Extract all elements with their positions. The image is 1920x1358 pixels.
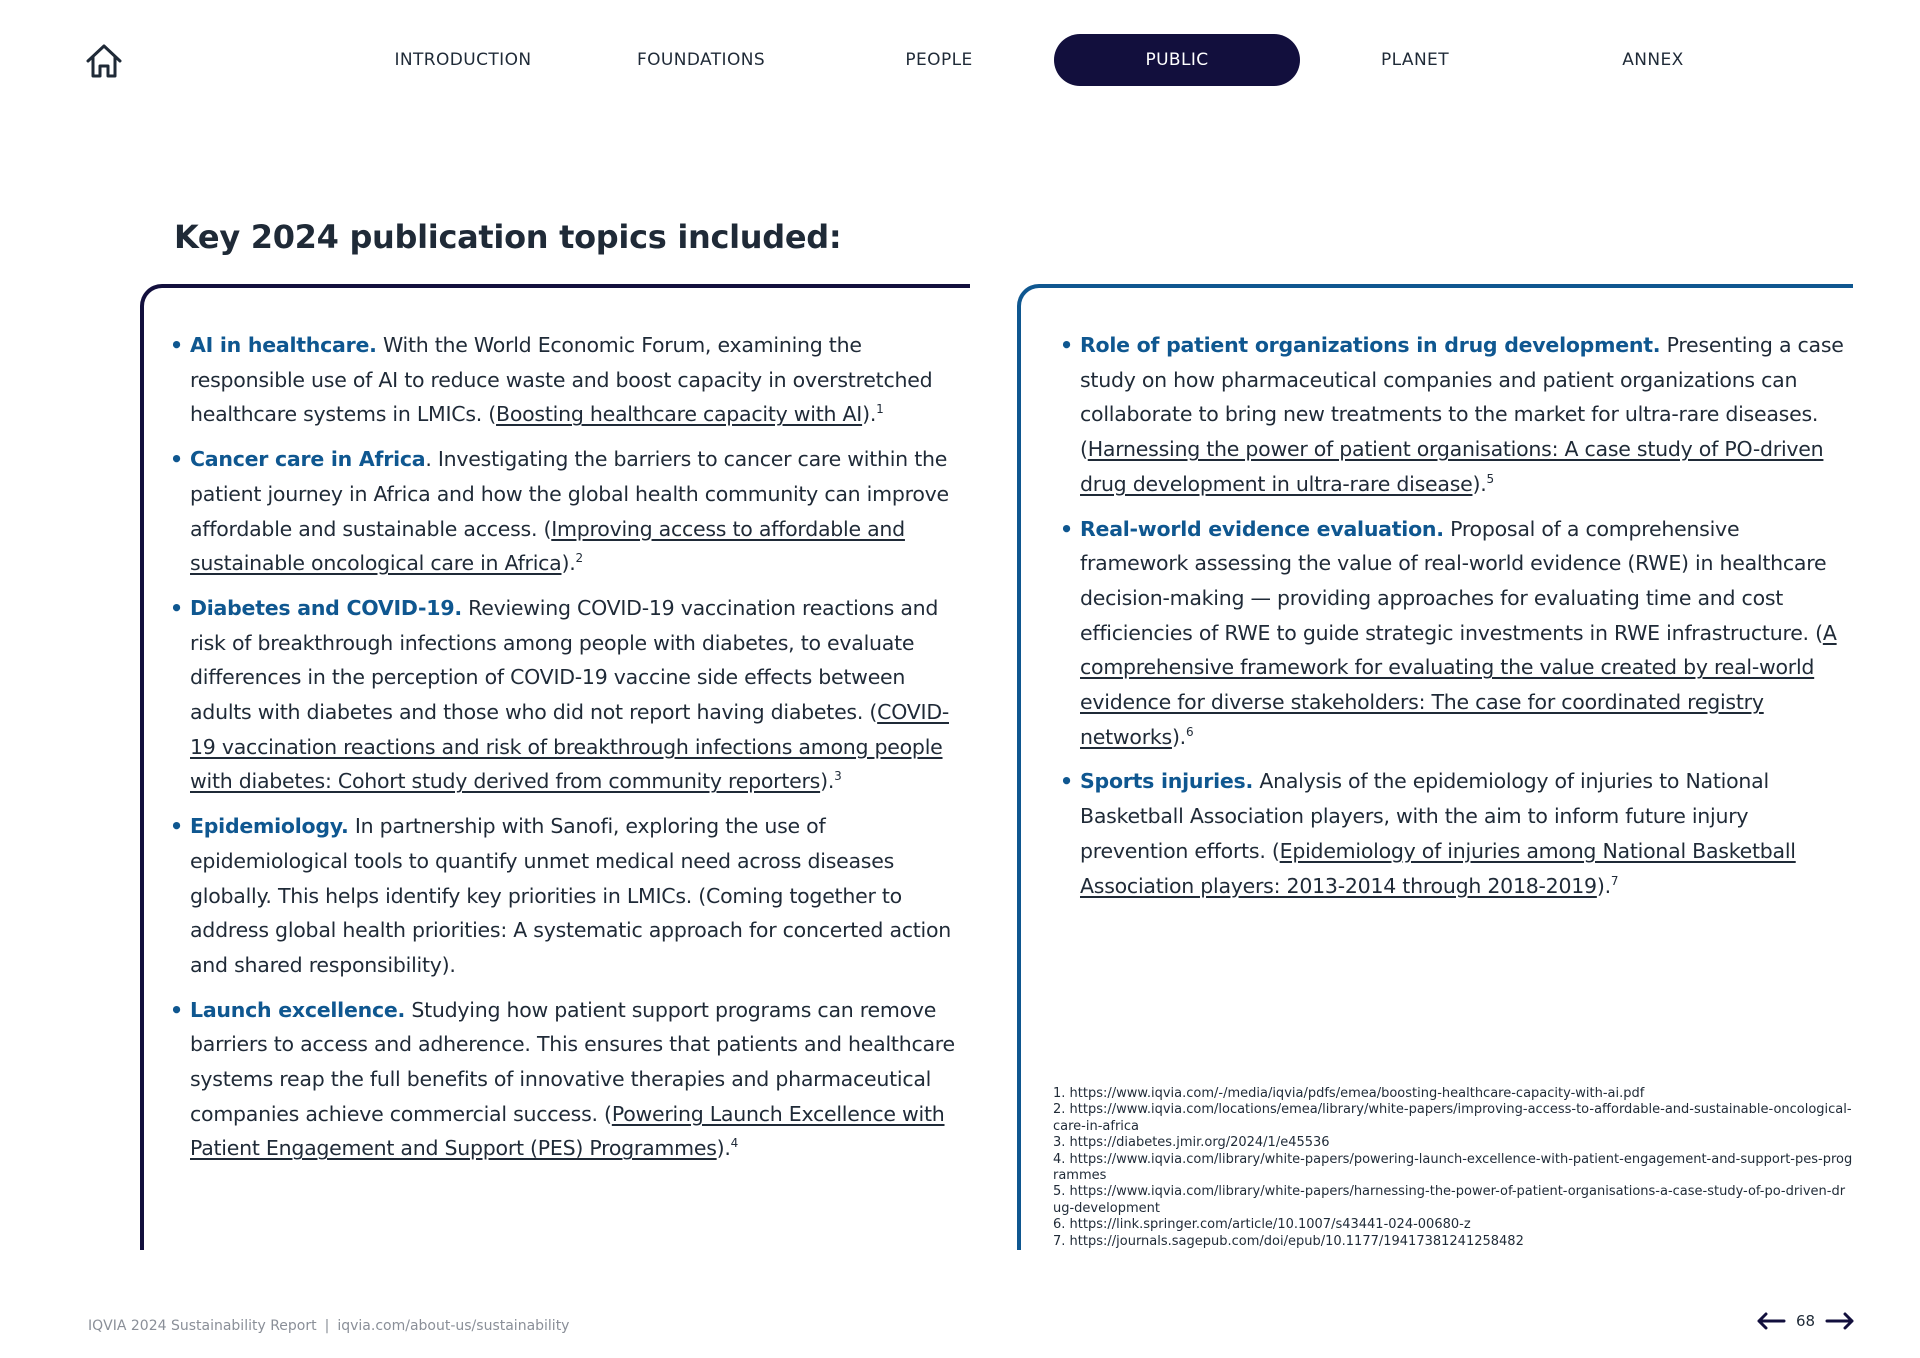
topic-body: With the World Economic Forum, examining the responsible use of AI to reduce waste and boost capacity in overstretched healthcare systems in LMICs. ( bbox=[190, 333, 933, 427]
topic-link[interactable]: COVID-19 vaccination reactions and risk of breakthrough infections among people with diabetes: Cohort study derived from community reporters bbox=[190, 700, 949, 794]
topic-item bbox=[1060, 764, 1850, 903]
topic-item bbox=[170, 809, 970, 983]
topic-body: In partnership with Sanofi, exploring the use of epidemiological tools to quantify unmet medical need across diseases globally. This helps identify key priorities in LMICs. (Coming together to address global health priorities: A systematic approach for concerted action and shared responsibility). bbox=[190, 814, 952, 977]
topic-link[interactable]: Harnessing the power of patient organisations: A case study of PO-driven drug development in ultra-rare disease bbox=[1080, 437, 1824, 496]
topic-item bbox=[170, 591, 970, 799]
topic-body: Reviewing COVID-19 vaccination reactions and risk of breakthrough infections among people with diabetes, to evaluate differences in the perception of COVID-19 vaccine side effects between adults with diabetes and those who did not report having diabetes. ( bbox=[190, 595, 939, 725]
nav-tab-introduction[interactable]: INTRODUCTION bbox=[394, 50, 532, 70]
nav-tab-planet[interactable]: PLANET bbox=[1381, 50, 1449, 70]
footnote-list bbox=[1053, 1086, 1853, 1250]
footnote-item[interactable]: 5. https://www.iqvia.com/library/white-papers/harnessing-the-power-of-patient-organisations-a-case-study-of-po-driven-drug-development bbox=[1053, 1184, 1846, 1216]
topic-title: AI in healthcare. bbox=[190, 333, 377, 357]
nav-tab-public[interactable]: PUBLIC bbox=[1054, 34, 1300, 86]
topic-tail: ). bbox=[820, 769, 835, 794]
topic-item bbox=[170, 993, 970, 1167]
topic-link[interactable]: Improving access to affordable and sustainable oncological care in Africa bbox=[190, 516, 905, 576]
footnote-ref: 6 bbox=[1185, 724, 1194, 739]
topic-tail: ). bbox=[1472, 471, 1487, 496]
footnote-item[interactable]: 7. https://journals.sagepub.com/doi/epub/10.1177/19417381241258482 bbox=[1053, 1233, 1524, 1249]
topic-tail: ). bbox=[1171, 724, 1186, 749]
topic-body: Presenting a case study on how pharmaceutical companies and patient organizations can collaborate to bring new treatments to the market for ultra-rare diseases. ( bbox=[1080, 333, 1844, 462]
footnote-ref: 2 bbox=[575, 551, 583, 566]
topic-item bbox=[1060, 512, 1850, 755]
topic-title: Diabetes and COVID-19. bbox=[190, 595, 462, 620]
arrow-left-icon[interactable] bbox=[1756, 1312, 1786, 1330]
footer-url[interactable]: iqvia.com/about-us/sustainability bbox=[337, 1318, 570, 1334]
footer-separator: | bbox=[324, 1318, 330, 1334]
footnote-item[interactable]: 4. https://www.iqvia.com/library/white-papers/powering-launch-excellence-with-patient-engagement-and-support-pes-programmes bbox=[1053, 1151, 1853, 1184]
nav-tab-people[interactable]: PEOPLE bbox=[905, 50, 973, 70]
topic-body: Analysis of the epidemiology of injuries to National Basketball Association players, with the aim to inform future injury prevention efforts. ( bbox=[1080, 769, 1769, 863]
topic-link[interactable]: Powering Launch Excellence with Patient Engagement and Support (PES) Programmes bbox=[190, 1101, 945, 1161]
topic-body: . Investigating the barriers to cancer care within the patient journey in Africa and how the global health community can improve affordable and sustainable access. ( bbox=[190, 447, 949, 541]
footnote-ref: 3 bbox=[834, 769, 842, 784]
topic-item bbox=[1060, 328, 1850, 502]
left-topics-panel bbox=[140, 284, 970, 1250]
footnote-item[interactable]: 1. https://www.iqvia.com/-/media/iqvia/pdfs/emea/boosting-healthcare-capacity-with-ai.pdf bbox=[1053, 1086, 1645, 1101]
footer bbox=[88, 1318, 569, 1334]
footnote-item[interactable]: 6. https://link.springer.com/article/10.1007/s43441-024-00680-z bbox=[1053, 1217, 1471, 1233]
topic-tail: ). bbox=[1596, 873, 1611, 898]
topic-title: Role of patient organizations in drug development. bbox=[1080, 333, 1661, 357]
topic-title: Launch excellence. bbox=[190, 997, 406, 1022]
footnote-item[interactable]: 3. https://diabetes.jmir.org/2024/1/e45536 bbox=[1053, 1135, 1330, 1151]
topic-title: Epidemiology. bbox=[190, 814, 349, 839]
topic-body: Proposal of a comprehensive framework assessing the value of real-world evidence (RWE) in healthcare decision-making — providing approaches for evaluating time and cost efficiencies of RWE to guide strategic investments in RWE infrastructure. ( bbox=[1080, 516, 1827, 645]
footnote-ref: 7 bbox=[1610, 873, 1619, 888]
top-nav bbox=[0, 34, 1920, 86]
topic-tail: ). bbox=[561, 551, 576, 576]
topic-tail: ). bbox=[716, 1136, 731, 1161]
topic-title: Sports injuries. bbox=[1080, 769, 1254, 794]
arrow-right-icon[interactable] bbox=[1825, 1312, 1855, 1330]
right-topic-list bbox=[1060, 328, 1850, 913]
topic-body: Studying how patient support programs can remove barriers to access and adherence. This ensures that patients and healthcare systems reap the full benefits of innovative therapies and pharmaceutical companies achieve commercial success. ( bbox=[190, 997, 955, 1126]
pager bbox=[1756, 1306, 1855, 1336]
footnote-ref: 4 bbox=[730, 1136, 739, 1151]
footnote-item[interactable]: 2. https://www.iqvia.com/locations/emea/library/white-papers/improving-access-to-affordable-and-sustainable-oncological-care-in-africa bbox=[1053, 1102, 1852, 1134]
footnote-ref: 5 bbox=[1486, 471, 1494, 486]
topic-item bbox=[170, 328, 970, 432]
topic-link[interactable]: Boosting healthcare capacity with AI bbox=[496, 402, 863, 427]
nav-tab-foundations[interactable]: FOUNDATIONS bbox=[636, 50, 766, 70]
nav-tab-annex[interactable]: ANNEX bbox=[1622, 50, 1684, 70]
topic-link[interactable]: Epidemiology of injuries among National Basketball Association players: 2013-2014 through 2018-2019 bbox=[1080, 838, 1796, 898]
footnote-ref: 1 bbox=[876, 402, 884, 417]
topic-title: Cancer care in Africa bbox=[190, 447, 426, 472]
left-topic-list bbox=[170, 328, 970, 1176]
topic-tail: ). bbox=[862, 402, 877, 427]
page-title: Key 2024 publication topics included: bbox=[174, 218, 842, 256]
topic-title: Real-world evidence evaluation. bbox=[1080, 516, 1444, 541]
topic-item bbox=[170, 442, 970, 581]
page-number: 68 bbox=[1796, 1312, 1816, 1330]
footer-report-name: IQVIA 2024 Sustainability Report bbox=[88, 1318, 317, 1334]
topic-link[interactable]: A comprehensive framework for evaluating the value created by real-world evidence for diverse stakeholders: The case for coordinated registry networks bbox=[1080, 620, 1837, 749]
